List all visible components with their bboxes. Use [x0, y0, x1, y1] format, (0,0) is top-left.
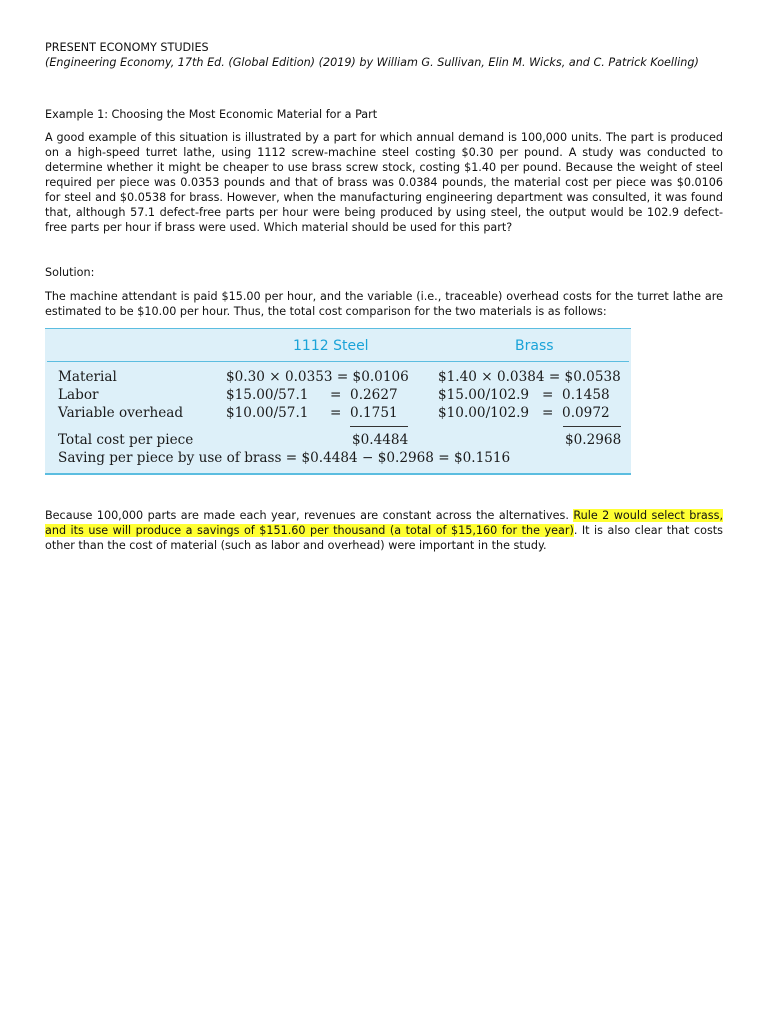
brass-labor-cost: $15.00/102.9 = 0.1458: [438, 387, 610, 403]
brass-material-cost: $1.40 × 0.0384 = $0.0538: [438, 369, 621, 385]
conclusion-paragraph: [45, 508, 723, 553]
brass-overhead-cost: $10.00/102.9 = 0.0972: [438, 405, 610, 421]
steel-sum-rule: [350, 426, 408, 427]
brass-total-cost: $0.2968: [565, 432, 622, 448]
row-label-material: Material: [58, 369, 117, 385]
solution-label: Solution:: [45, 266, 95, 279]
example-heading: Example 1: Choosing the Most Economic Material for a Part: [45, 108, 378, 121]
problem-statement: A good example of this situation is illustrated by a part for which annual demand is 100,000 units. The part is produced on a high-speed turret lathe, using 1112 screw-machine steel costing $0.30 per pound. A study was conducted to determine whether it might be cheaper to use brass screw stock, costing $1.40 per pound. Because the weight of steel required per piece was 0.0353 pounds and that of brass was 0.0384 pounds, the material cost per piece was $0.0106 for steel and $0.0538 for brass. However, when the manufacturing engineering department was consulted, it was found that, although 57.1 defect-free parts per hour were being produced by using steel, the output would be 102.9 defect-free parts per hour if brass were used. Which material should be used for this part?: [45, 131, 723, 234]
saving-per-piece: Saving per piece by use of brass = $0.4484 − $0.2968 = $0.1516: [58, 450, 511, 466]
steel-total-cost: $0.4484: [352, 432, 409, 448]
book-citation: (Engineering Economy, 17th Ed. (Global Edition) (2019) by William G. Sullivan, Elin M. Wicks, and C. Patrick Koelling): [45, 56, 699, 69]
steel-labor-cost: $15.00/57.1 = 0.2627: [226, 387, 398, 403]
steel-material-cost: $0.30 × 0.0353 = $0.0106: [226, 369, 409, 385]
solution-intro: The machine attendant is paid $15.00 per hour, and the variable (i.e., traceable) overhead costs for the turret lathe are estimated to be $10.00 per hour. Thus, the total cost comparison for the two materials is as follows:: [45, 290, 723, 318]
conclusion-text-end: . It is also clear that costs other than the cost of material (such as labor and overhead) were important in the study.: [45, 524, 723, 552]
document-page: [45, 40, 723, 318]
column-header-brass: Brass: [515, 338, 554, 354]
highlighted-conclusion: Rule 2 would select brass, and its use will produce a savings of $151.60 per thousand (a total of $15,160 for the year): [45, 509, 724, 537]
column-header-steel: 1112 Steel: [293, 338, 369, 354]
brass-sum-rule: [563, 426, 621, 427]
row-label-labor: Labor: [58, 387, 99, 403]
document-title: PRESENT ECONOMY STUDIES: [45, 41, 209, 54]
row-label-variable-overhead: Variable overhead: [58, 405, 184, 421]
conclusion-text-start: Because 100,000 parts are made each year, revenues are constant across the alternatives.: [45, 509, 574, 522]
cost-comparison-table: [45, 328, 631, 475]
header-divider: [47, 361, 629, 362]
row-label-total: Total cost per piece: [58, 432, 194, 448]
steel-overhead-cost: $10.00/57.1 = 0.1751: [226, 405, 398, 421]
